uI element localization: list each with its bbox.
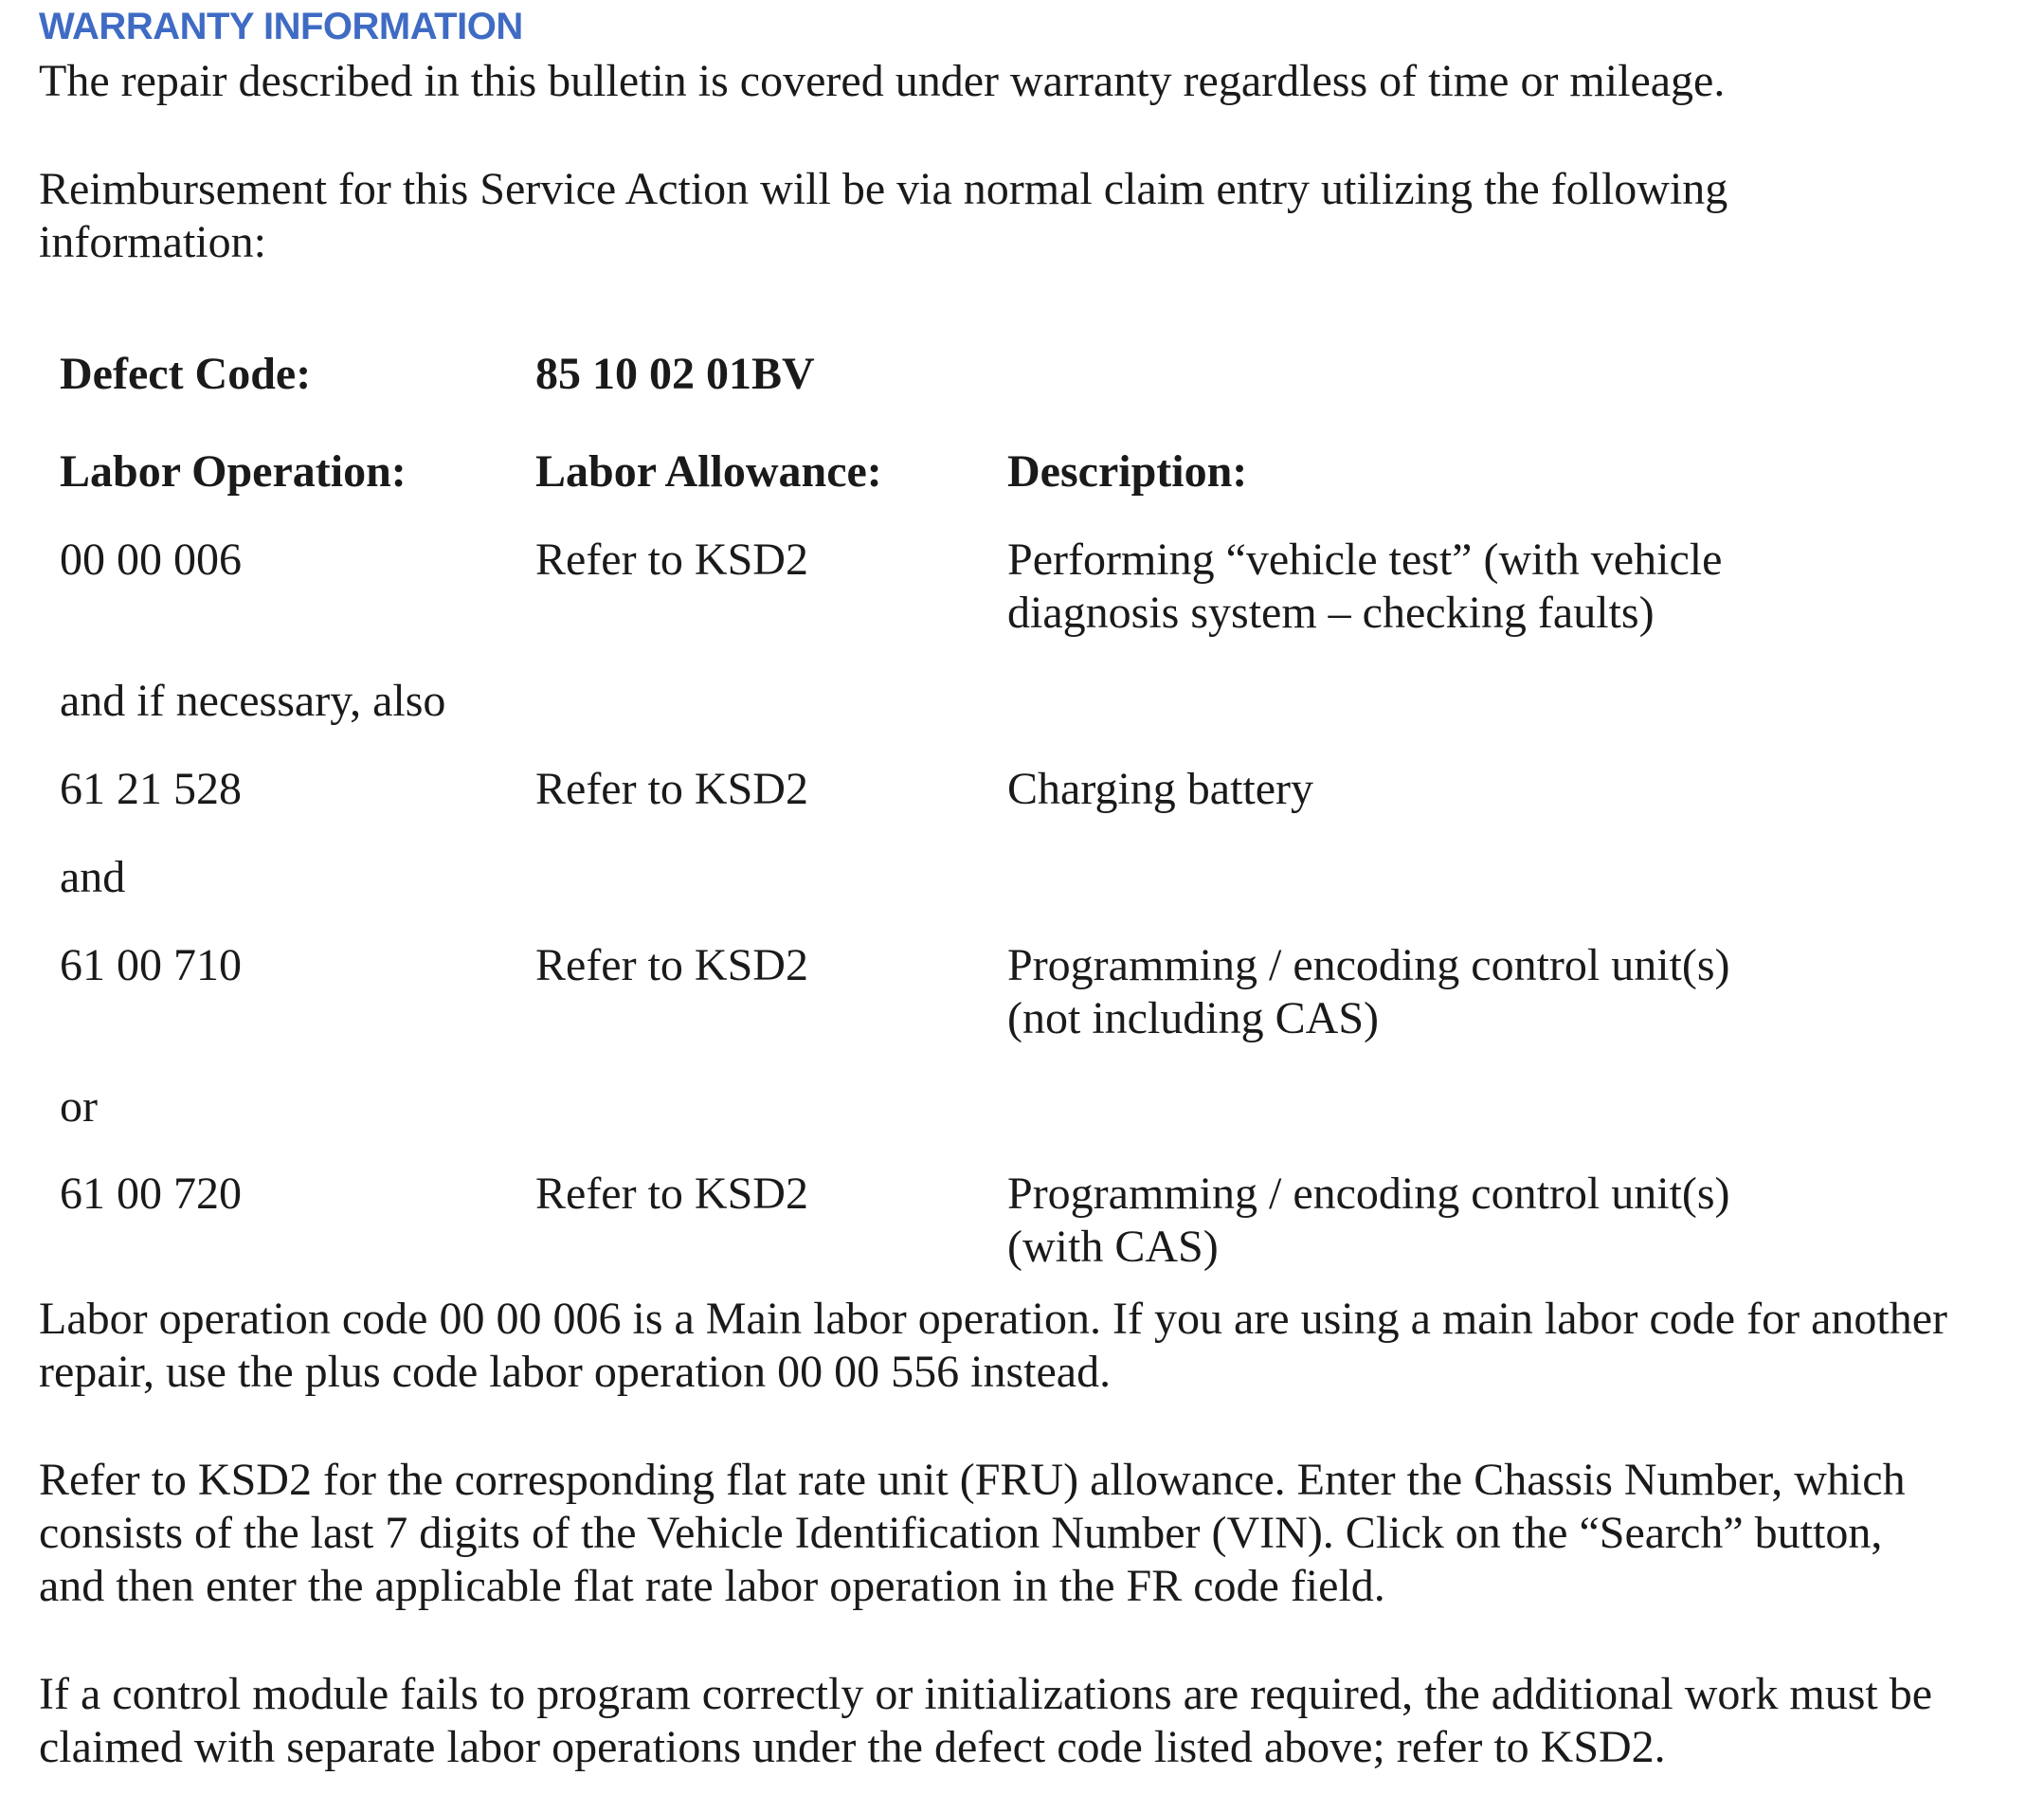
row-3-description-line-1: Programming / encoding control unit(s) <box>1007 940 1730 990</box>
row-1-allowance: Refer to KSD2 <box>535 535 808 585</box>
ksd2-line-3: and then enter the applicable flat rate labor operation in the FR code field. <box>39 1561 1385 1611</box>
row-2-operation: 61 21 528 <box>60 764 242 814</box>
row-3-description-line-2: (not including CAS) <box>1007 993 1379 1043</box>
intro-text: The repair described in this bulletin is covered under warranty regardless of time or mileage. <box>39 56 1726 106</box>
connector-and-if-necessary: and if necessary, also <box>60 676 446 726</box>
connector-and: and <box>60 852 126 902</box>
defect-code-value: 85 10 02 01BV <box>535 349 815 399</box>
main-labor-line-1: Labor operation code 00 00 006 is a Main labor operation. If you are using a main labor code for another <box>39 1294 1948 1344</box>
reimbursement-line-2: information: <box>39 217 266 267</box>
main-labor-line-2: repair, use the plus code labor operation 00 00 556 instead. <box>39 1347 1112 1397</box>
row-4-allowance: Refer to KSD2 <box>535 1169 808 1219</box>
row-3-operation: 61 00 710 <box>60 940 242 990</box>
reimbursement-line-1: Reimbursement for this Service Action will be via normal claim entry utilizing the following <box>39 164 1728 214</box>
defect-code-label: Defect Code: <box>60 349 312 399</box>
connector-or: or <box>60 1081 98 1132</box>
header-labor-allowance: Labor Allowance: <box>535 446 882 497</box>
row-2-allowance: Refer to KSD2 <box>535 764 808 814</box>
control-module-line-1: If a control module fails to program correctly or initializations are required, the additional work must be <box>39 1669 1933 1719</box>
row-1-description-line-2: diagnosis system – checking faults) <box>1007 588 1655 638</box>
row-1-description-line-1: Performing “vehicle test” (with vehicle <box>1007 535 1723 585</box>
row-4-description-line-2: (with CAS) <box>1007 1222 1219 1272</box>
section-heading: WARRANTY INFORMATION <box>39 6 523 47</box>
ksd2-line-1: Refer to KSD2 for the corresponding flat rate unit (FRU) allowance. Enter the Chassis Number, which <box>39 1455 1906 1505</box>
control-module-line-2: claimed with separate labor operations under the defect code listed above; refer to KSD2. <box>39 1722 1666 1772</box>
header-labor-operation: Labor Operation: <box>60 446 407 497</box>
row-4-operation: 61 00 720 <box>60 1169 242 1219</box>
header-description: Description: <box>1007 446 1248 497</box>
row-1-operation: 00 00 006 <box>60 535 242 585</box>
row-3-allowance: Refer to KSD2 <box>535 940 808 990</box>
row-4-description-line-1: Programming / encoding control unit(s) <box>1007 1169 1730 1219</box>
row-2-description-line-1: Charging battery <box>1007 764 1314 814</box>
ksd2-line-2: consists of the last 7 digits of the Vehicle Identification Number (VIN). Click on the “Search” button, <box>39 1508 1883 1558</box>
